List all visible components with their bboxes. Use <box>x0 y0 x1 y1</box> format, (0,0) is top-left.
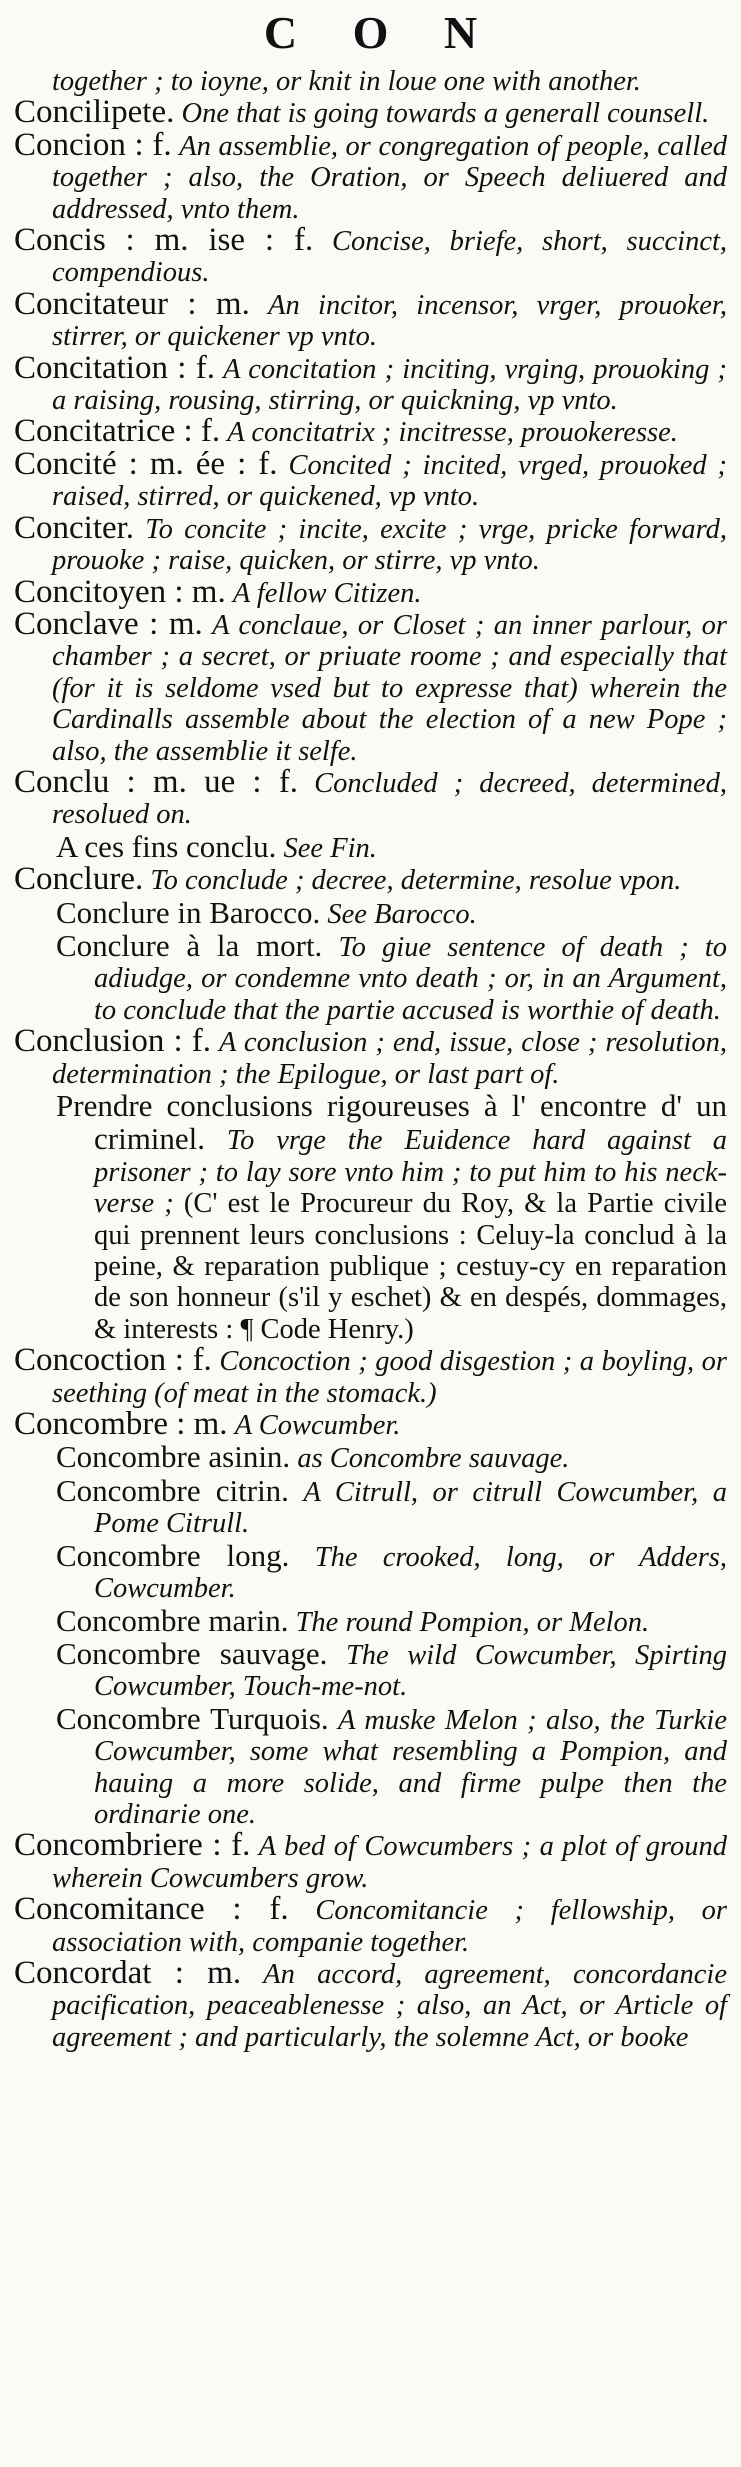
headword: Conciter. <box>14 509 135 546</box>
headword: Conclave : m. <box>14 605 203 642</box>
entries-list <box>14 66 727 2053</box>
running-head: C O N <box>263 7 500 58</box>
sub-entry <box>14 1700 727 1831</box>
definition: Concluded ; decreed, determined, resolued on. <box>52 767 727 831</box>
sub-entry <box>14 1635 727 1703</box>
headword: Concombre Turquois. <box>56 1700 329 1736</box>
sub-entry <box>14 927 727 1026</box>
definition: The wild Cowcumber, Spirting Cowcumber, Touch-me-not. <box>94 1639 727 1703</box>
dictionary-entry <box>14 1891 728 1958</box>
definition: as Concombre sauvage. <box>297 1443 570 1475</box>
dictionary-entry <box>14 1406 727 1443</box>
headword: Concomitance : f. <box>14 1891 289 1928</box>
definition: The round Pompion, or Melon. <box>295 1606 650 1638</box>
headword: Concilipete. <box>14 94 175 131</box>
headword: Concitoyen : m. <box>14 573 226 610</box>
headword: Concombre asinin. <box>56 1439 291 1475</box>
dictionary-entry <box>14 763 727 831</box>
headword: Concombre sauvage. <box>56 1635 328 1671</box>
sub-entry <box>14 894 727 930</box>
definition: To giue sentence of death ; to adiudge, or condemne vnto death ; or, in an Argument, to conclude that the partie accused is worthie of death. <box>94 931 727 1026</box>
headword: Concombre long. <box>56 1537 290 1573</box>
definition: A fellow Citizen. <box>232 577 422 609</box>
headword: Conclure à la mort. <box>56 927 323 963</box>
headword: Concoction : f. <box>14 1342 212 1379</box>
definition: An incitor, incensor, vrger, prouoker, stirrer, or quickener vp vnto. <box>52 289 727 353</box>
citation-note: (C' est le Procureur du Roy, & la Partie civile qui prennent leurs conclusions : Celuy-la conclud à la peine, & reparation publique ; cestuy-cy en reparation de son honneur (s'il y eschet) & en despés, dommages, & interests : ¶ Code Henry.) <box>94 1188 727 1345</box>
definition: Concise, briefe, short, succinct, compendious. <box>52 226 728 289</box>
headword: Concombriere : f. <box>14 1827 251 1864</box>
sub-entry <box>14 1090 727 1345</box>
sub-entry <box>14 1602 727 1638</box>
definition: Concoction ; good disgestion ; a boyling, or seething (of meat in the stomack.) <box>52 1346 728 1409</box>
definition: An accord, agreement, concordancie pacification, peaceablenesse ; also, an Act, or Article of agreement ; and particularly, the solemne Act, or booke <box>52 1958 727 2053</box>
dictionary-entry <box>14 1023 728 1090</box>
sub-entry <box>14 1441 727 1474</box>
dictionary-entry <box>14 509 727 577</box>
headword: Conclure. <box>14 861 144 898</box>
definition: A Cowcumber. <box>234 1410 401 1442</box>
definition: Concited ; incited, vrged, prouoked ; raised, stirred, or quickened, vp vnto. <box>52 449 728 513</box>
definition: A concitation ; inciting, vrging, prouoking ; a raising, rousing, stirring, or quickning, vp vnto. <box>52 353 728 417</box>
headword: Concitation : f. <box>14 349 215 386</box>
definition: A muske Melon ; also, the Turkie Cowcumber, some what resembling a Pompion, and hauing a more solide, and firme pulpe then the ordinarie one. <box>94 1704 727 1830</box>
definition: A Citrull, or citrull Cowcumber, a Pome Citrull. <box>94 1476 727 1540</box>
sub-entry <box>14 1472 727 1540</box>
dictionary-entry <box>14 1954 727 2053</box>
dictionary-entry <box>14 1342 728 1409</box>
headword: Concombre marin. <box>56 1602 289 1638</box>
definition: An assemblie, or congregation of people, called together ; also, the Oration, or Speech deliuered and addressed, vnto them. <box>52 130 728 225</box>
headword: Conclusion : f. <box>14 1023 212 1060</box>
headword: A ces fins conclu. <box>56 828 277 864</box>
definition: To vrge the Euidence hard against a prisoner ; to lay sore vnto him ; to put him to his neck-verse ; <box>94 1125 728 1220</box>
dictionary-entry <box>14 573 727 610</box>
definition: A concitatrix ; incitresse, prouokeresse. <box>227 417 678 449</box>
definition: The crooked, long, or Adders, Cowcumber. <box>94 1541 727 1605</box>
dictionary-entry <box>14 1827 727 1894</box>
headword: Concion : f. <box>14 126 172 163</box>
headword: Concombre citrin. <box>56 1472 289 1508</box>
dictionary-entry <box>14 222 728 289</box>
headword: Concitateur : m. <box>14 285 250 322</box>
dictionary-entry <box>14 66 727 97</box>
headword: Concis : m. ise : f. <box>14 222 314 259</box>
definition: A conclusion ; end, issue, close ; resolution, determination ; the Epilogue, or last part of. <box>52 1027 728 1090</box>
headword: Conclure in Barocco. <box>56 894 321 930</box>
dictionary-entry <box>14 413 727 450</box>
definition: A bed of Cowcumbers ; a plot of ground wherein Cowcumbers grow. <box>52 1831 727 1894</box>
definition: See Fin. <box>283 832 377 864</box>
dictionary-entry <box>14 126 728 225</box>
definition: One that is going towards a generall counsell. <box>181 98 710 130</box>
headword: Concité : m. ée : f. <box>14 445 278 482</box>
headword: Prendre conclusions rigoureuses à l' encontre d' un criminel. <box>56 1088 727 1157</box>
definition: Concomitancie ; fellowship, or association with, companie together. <box>52 1895 728 1958</box>
dictionary-entry <box>14 445 728 513</box>
headword: Conclu : m. ue : f. <box>14 763 299 800</box>
dictionary-entry <box>14 94 727 131</box>
sub-entry <box>14 1537 727 1605</box>
definition: To concite ; incite, excite ; vrge, pricke forward, prouoke ; raise, quicken, or stirre, vp vnto. <box>52 513 727 577</box>
dictionary-entry <box>14 861 727 898</box>
dictionary-entry <box>14 285 727 353</box>
definition: together ; to ioyne, or knit in loue one with another. <box>52 66 641 97</box>
definition: A conclaue, or Closet ; an inner parlour, or chamber ; a secret, or priuate roome ; and especially that (for it is seldome vsed but to expresse that) wherein the Cardinalls assemble about the election of a new Pope ; also, the assemblie it selfe. <box>52 609 727 767</box>
headword: Concordat : m. <box>14 1954 242 1991</box>
definition: To conclude ; decree, determine, resolue vpon. <box>150 865 682 897</box>
definition: See Barocco. <box>327 898 477 930</box>
headword: Concitatrice : f. <box>14 413 221 450</box>
headword: Concombre : m. <box>14 1406 228 1443</box>
sub-entry <box>14 828 727 864</box>
dictionary-entry <box>14 605 727 767</box>
dictionary-entry <box>14 349 728 417</box>
